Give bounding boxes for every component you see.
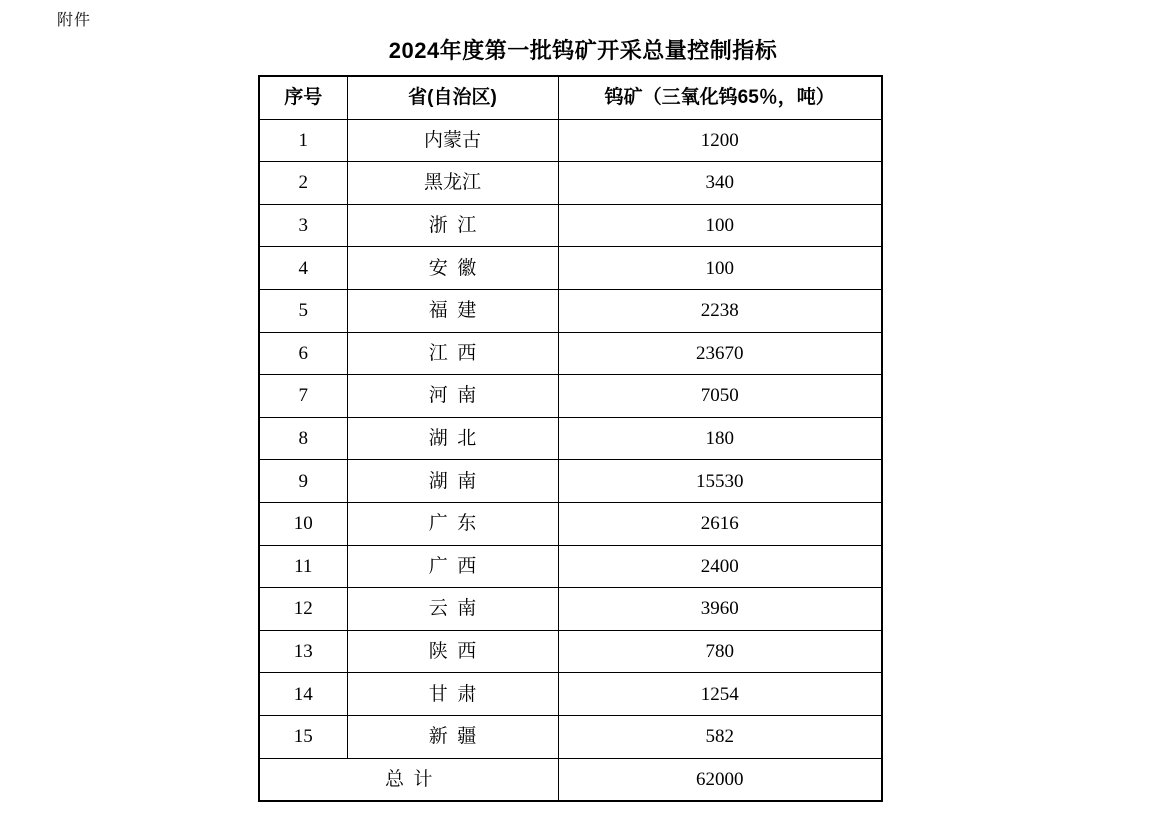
serial-cell: 9 [259, 460, 347, 503]
table-row [259, 588, 882, 631]
province-cell: 湖 南 [347, 460, 558, 503]
table-row [259, 332, 882, 375]
serial-cell: 10 [259, 502, 347, 545]
serial-cell: 6 [259, 332, 347, 375]
province-cell: 陕 西 [347, 630, 558, 673]
serial-cell: 13 [259, 630, 347, 673]
value-cell: 3960 [558, 588, 882, 631]
attachment-label: 附件 [57, 12, 92, 29]
value-cell: 780 [558, 630, 882, 673]
value-cell: 15530 [558, 460, 882, 503]
value-cell: 1200 [558, 119, 882, 162]
province-cell: 内蒙古 [347, 119, 558, 162]
value-cell: 2238 [558, 289, 882, 332]
table-row [259, 545, 882, 588]
province-cell: 甘 肃 [347, 673, 558, 716]
province-cell: 河 南 [347, 375, 558, 418]
total-label: 总 计 [259, 758, 558, 801]
value-cell: 100 [558, 247, 882, 290]
serial-cell: 4 [259, 247, 347, 290]
serial-cell: 7 [259, 375, 347, 418]
province-cell: 黑龙江 [347, 162, 558, 205]
province-cell: 广 东 [347, 502, 558, 545]
header-serial: 序号 [259, 76, 347, 119]
table-row [259, 204, 882, 247]
value-cell: 340 [558, 162, 882, 205]
serial-cell: 3 [259, 204, 347, 247]
serial-cell: 1 [259, 119, 347, 162]
header-row [259, 76, 882, 119]
table-body [259, 119, 882, 758]
header-province: 省(自治区) [347, 76, 558, 119]
table-row [259, 715, 882, 758]
province-cell: 福 建 [347, 289, 558, 332]
value-cell: 582 [558, 715, 882, 758]
serial-cell: 5 [259, 289, 347, 332]
table-row [259, 460, 882, 503]
table-row [259, 162, 882, 205]
serial-cell: 12 [259, 588, 347, 631]
page-title: 2024年度第一批钨矿开采总量控制指标 [388, 38, 778, 63]
value-cell: 180 [558, 417, 882, 460]
province-cell: 江 西 [347, 332, 558, 375]
value-cell: 2400 [558, 545, 882, 588]
serial-cell: 2 [259, 162, 347, 205]
table-row [259, 247, 882, 290]
province-cell: 安 徽 [347, 247, 558, 290]
table-row [259, 417, 882, 460]
value-cell: 7050 [558, 375, 882, 418]
table-row [259, 375, 882, 418]
value-cell: 1254 [558, 673, 882, 716]
total-value: 62000 [558, 758, 882, 801]
province-cell: 浙 江 [347, 204, 558, 247]
value-cell: 2616 [558, 502, 882, 545]
table-row [259, 289, 882, 332]
province-cell: 湖 北 [347, 417, 558, 460]
value-cell: 100 [558, 204, 882, 247]
table-row [259, 630, 882, 673]
province-cell: 新 疆 [347, 715, 558, 758]
serial-cell: 8 [259, 417, 347, 460]
table-row [259, 119, 882, 162]
header-quota: 钨矿（三氧化钨65％，吨） [558, 76, 882, 119]
value-cell: 23670 [558, 332, 882, 375]
table-row [259, 673, 882, 716]
province-cell: 广 西 [347, 545, 558, 588]
quota-table [258, 75, 883, 802]
province-cell: 云 南 [347, 588, 558, 631]
serial-cell: 15 [259, 715, 347, 758]
serial-cell: 14 [259, 673, 347, 716]
total-row [259, 758, 882, 801]
table-row [259, 502, 882, 545]
serial-cell: 11 [259, 545, 347, 588]
